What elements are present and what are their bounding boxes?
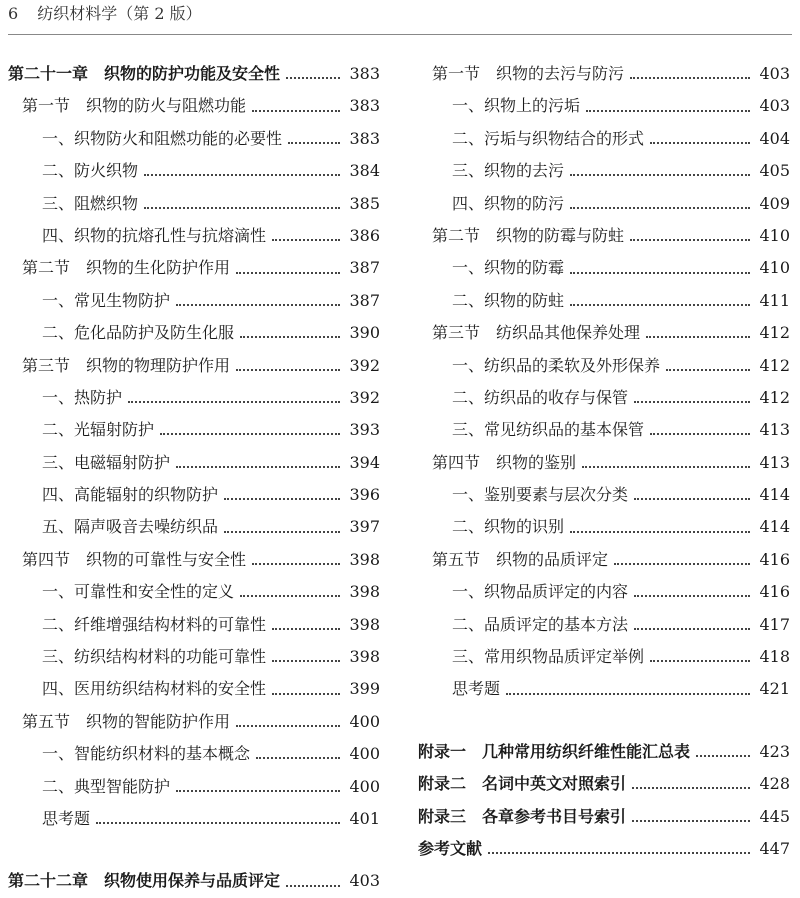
toc-entry[interactable] — [8, 382, 380, 414]
toc-entry-title: 三、织物的去污 — [452, 161, 565, 181]
toc-entry[interactable] — [8, 479, 380, 511]
dot-leader — [128, 401, 340, 403]
toc-entry-title: 第一节 织物的防火与阻燃功能 — [22, 96, 247, 116]
dot-leader — [236, 272, 340, 274]
toc-entry[interactable] — [418, 479, 790, 511]
dot-leader — [634, 628, 750, 630]
toc-entry[interactable] — [8, 447, 380, 479]
toc-entry-title: 二、织物的防蛀 — [452, 290, 565, 310]
toc-entry[interactable] — [8, 58, 380, 90]
dot-leader — [272, 239, 340, 241]
toc-entry-title: 第三节 织物的物理防护作用 — [22, 355, 231, 375]
toc-entry-title: 附录三 各章参考书目号索引 — [418, 806, 627, 826]
toc-entry[interactable] — [418, 544, 790, 576]
toc-entry-title: 二、光辐射防护 — [42, 420, 155, 440]
toc-entry-title: 四、织物的抗熔孔性与抗熔滴性 — [42, 225, 267, 245]
toc-entry-title: 一、织物品质评定的内容 — [452, 582, 629, 602]
dot-leader — [488, 852, 750, 854]
section-gap — [8, 835, 380, 865]
dot-leader — [144, 207, 340, 209]
toc-entry-page: 421 — [759, 679, 790, 699]
dot-leader — [634, 595, 750, 597]
dot-leader — [236, 369, 340, 371]
toc-entry-title: 二、织物的识别 — [452, 517, 565, 537]
toc-left-column — [8, 58, 380, 898]
toc-entry-title: 第二节 织物的防霉与防蛀 — [432, 225, 625, 245]
toc-entry-title: 思考题 — [42, 808, 91, 828]
toc-entry-page: 398 — [349, 647, 380, 667]
dot-leader — [570, 304, 750, 306]
toc-entry[interactable] — [418, 252, 790, 284]
toc-entry-page: 392 — [349, 387, 380, 407]
dot-leader — [650, 142, 750, 144]
toc-entry[interactable] — [8, 771, 380, 803]
toc-entry[interactable] — [418, 285, 790, 317]
toc-entry-title: 三、常用织物品质评定举例 — [452, 647, 645, 667]
toc-entry-page: 392 — [349, 355, 380, 375]
dot-leader — [176, 304, 340, 306]
toc-entry-title: 一、织物的防霉 — [452, 258, 565, 278]
toc-entry-page: 396 — [349, 485, 380, 505]
toc-entry[interactable] — [8, 576, 380, 608]
toc-entry-page: 418 — [759, 647, 790, 667]
dot-leader — [614, 563, 750, 565]
toc-entry-page: 400 — [349, 776, 380, 796]
toc-entry-title: 第四节 织物的可靠性与安全性 — [22, 549, 247, 569]
page-number: 6 — [8, 4, 19, 23]
toc-entry-title: 思考题 — [452, 679, 501, 699]
toc-entry-page: 398 — [349, 582, 380, 602]
dot-leader — [646, 336, 750, 338]
dot-leader — [696, 755, 750, 757]
dot-leader — [582, 466, 750, 468]
toc-entry-page: 404 — [759, 128, 790, 148]
toc-entry-title: 一、纺织品的柔软及外形保养 — [452, 355, 661, 375]
toc-entry-page: 428 — [759, 774, 790, 794]
toc-entry-page: 400 — [349, 744, 380, 764]
toc-entry[interactable] — [8, 865, 380, 897]
toc-entry-title: 二、危化品防护及防生化服 — [42, 323, 235, 343]
toc-entry-title: 五、隔声吸音去噪纺织品 — [42, 517, 219, 537]
toc-entry[interactable] — [8, 285, 380, 317]
toc-entry-title: 第二十一章 织物的防护功能及安全性 — [8, 64, 281, 83]
toc-entry[interactable] — [8, 641, 380, 673]
toc-entry[interactable] — [8, 317, 380, 349]
dot-leader — [650, 433, 750, 435]
toc-entry-page: 412 — [759, 355, 790, 375]
toc-entry-page: 397 — [349, 517, 380, 537]
toc-entry-title: 附录一 几种常用纺织纤维性能汇总表 — [418, 741, 691, 761]
dot-leader — [630, 77, 750, 79]
dot-leader — [224, 531, 340, 533]
dot-leader — [650, 660, 750, 662]
toc-entry-title: 二、污垢与织物结合的形式 — [452, 128, 645, 148]
toc-entry-page: 398 — [349, 614, 380, 634]
toc-entry-page: 387 — [349, 290, 380, 310]
dot-leader — [256, 757, 340, 759]
toc-entry-title: 附录二 名词中英文对照索引 — [418, 774, 627, 794]
toc-entry-page: 400 — [349, 711, 380, 731]
toc-entry[interactable] — [418, 511, 790, 543]
toc-entry-title: 参考文献 — [418, 838, 483, 858]
toc-entry[interactable] — [418, 155, 790, 187]
toc-entry-title: 三、常见纺织品的基本保管 — [452, 420, 645, 440]
toc-entry-page: 410 — [759, 225, 790, 245]
toc-entry-page: 393 — [349, 420, 380, 440]
dot-leader — [570, 174, 750, 176]
toc-entry-page: 394 — [349, 452, 380, 472]
toc-entry-title: 一、常见生物防护 — [42, 290, 171, 310]
toc-entry-title: 一、热防护 — [42, 387, 123, 407]
toc-entry-title: 一、可靠性和安全性的定义 — [42, 582, 235, 602]
toc-entry-title: 二、品质评定的基本方法 — [452, 614, 629, 634]
toc-entry-title: 第三节 纺织品其他保养处理 — [432, 323, 641, 343]
dot-leader — [666, 369, 750, 371]
toc-entry-page: 447 — [759, 838, 790, 858]
toc-entry-page: 383 — [349, 96, 380, 116]
toc-entry-page: 414 — [759, 485, 790, 505]
toc-entry[interactable] — [8, 90, 380, 122]
toc-entry-page: 403 — [759, 64, 790, 83]
dot-leader — [634, 498, 750, 500]
toc-entry-page: 412 — [759, 387, 790, 407]
toc-entry[interactable] — [418, 414, 790, 446]
toc-entry-page: 412 — [759, 323, 790, 343]
toc-entry[interactable] — [8, 803, 380, 835]
toc-entry[interactable] — [418, 350, 790, 382]
dot-leader — [288, 142, 340, 144]
dot-leader — [96, 822, 340, 824]
dot-leader — [570, 272, 750, 274]
toc-entry-title: 第二节 织物的生化防护作用 — [22, 258, 231, 278]
toc-entry-title: 一、智能纺织材料的基本概念 — [42, 744, 251, 764]
toc-entry-page: 387 — [349, 258, 380, 278]
toc-entry[interactable] — [8, 252, 380, 284]
toc-entry-page: 410 — [759, 258, 790, 278]
toc-entry[interactable] — [418, 220, 790, 252]
toc-entry-page: 417 — [759, 614, 790, 634]
toc-entry[interactable] — [418, 673, 790, 705]
toc-entry-title: 二、典型智能防护 — [42, 776, 171, 796]
dot-leader — [176, 466, 340, 468]
toc-entry-page: 405 — [759, 161, 790, 181]
toc-entry[interactable] — [418, 736, 790, 768]
dot-leader — [236, 725, 340, 727]
toc-entry-title: 三、电磁辐射防护 — [42, 452, 171, 472]
toc-entry-title: 四、织物的防污 — [452, 193, 565, 213]
toc-entry[interactable] — [418, 188, 790, 220]
toc-entry[interactable] — [418, 833, 790, 865]
toc-entry[interactable] — [8, 511, 380, 543]
toc-entry-page: 423 — [759, 741, 790, 761]
dot-leader — [252, 563, 340, 565]
toc-entry[interactable] — [8, 706, 380, 738]
toc-entry-page: 403 — [349, 871, 380, 891]
toc-entry[interactable] — [8, 544, 380, 576]
toc-entry-page: 411 — [759, 290, 790, 310]
toc-entry[interactable] — [418, 123, 790, 155]
toc-entry-title: 第五节 织物的智能防护作用 — [22, 711, 231, 731]
toc-entry[interactable] — [418, 90, 790, 122]
toc-entry-page: 416 — [759, 549, 790, 569]
toc-entry[interactable] — [8, 123, 380, 155]
toc-entry-title: 第四节 织物的鉴别 — [432, 452, 577, 472]
dot-leader — [144, 174, 340, 176]
toc-entry-title: 第一节 织物的去污与防污 — [432, 64, 625, 83]
dot-leader — [272, 693, 340, 695]
toc-entry[interactable] — [418, 801, 790, 833]
dot-leader — [506, 693, 750, 695]
toc-entry[interactable] — [418, 609, 790, 641]
toc-entry[interactable] — [418, 58, 790, 90]
toc-entry-title: 二、纤维增强结构材料的可靠性 — [42, 614, 267, 634]
toc-entry-page: 409 — [759, 193, 790, 213]
toc-entry[interactable] — [418, 317, 790, 349]
toc-entry[interactable] — [8, 220, 380, 252]
toc-entry-title: 第二十二章 织物使用保养与品质评定 — [8, 871, 281, 891]
running-header — [8, 2, 792, 32]
dot-leader — [286, 885, 340, 887]
toc-entry-page: 399 — [349, 679, 380, 699]
toc-entry-title: 四、高能辐射的织物防护 — [42, 485, 219, 505]
toc-entry[interactable] — [8, 673, 380, 705]
dot-leader — [252, 110, 340, 112]
toc-entry-title: 三、纺织结构材料的功能可靠性 — [42, 647, 267, 667]
toc-entry-page: 383 — [349, 64, 380, 83]
toc-entry-page: 390 — [349, 323, 380, 343]
toc-entry-title: 二、防火织物 — [42, 161, 139, 181]
dot-leader — [224, 498, 340, 500]
book-title: 纺织材料学（第 2 版） — [37, 4, 202, 23]
dot-leader — [240, 336, 340, 338]
toc-entry[interactable] — [418, 576, 790, 608]
toc-entry[interactable] — [418, 768, 790, 800]
dot-leader — [630, 239, 750, 241]
dot-leader — [160, 433, 340, 435]
dot-leader — [240, 595, 340, 597]
toc-entry-page: 413 — [759, 420, 790, 440]
toc-entry-page: 413 — [759, 452, 790, 472]
dot-leader — [570, 207, 750, 209]
dot-leader — [286, 77, 340, 79]
toc-entry[interactable] — [8, 738, 380, 770]
toc-right-column — [418, 58, 790, 865]
toc-entry[interactable] — [418, 641, 790, 673]
dot-leader — [634, 401, 750, 403]
dot-leader — [570, 531, 750, 533]
toc-entry-page: 384 — [349, 161, 380, 181]
dot-leader — [272, 660, 340, 662]
dot-leader — [632, 820, 750, 822]
toc-entry-page: 403 — [759, 96, 790, 116]
toc-entry[interactable] — [8, 609, 380, 641]
toc-entry-title: 三、阻燃织物 — [42, 193, 139, 213]
toc-entry-page: 385 — [349, 193, 380, 213]
toc-entry-title: 第五节 织物的品质评定 — [432, 549, 609, 569]
toc-entry-page: 445 — [759, 806, 790, 826]
dot-leader — [272, 628, 340, 630]
dot-leader — [176, 790, 340, 792]
toc-entry-title: 四、医用纺织结构材料的安全性 — [42, 679, 267, 699]
toc-entry[interactable] — [8, 188, 380, 220]
toc-entry-title: 一、鉴别要素与层次分类 — [452, 485, 629, 505]
toc-entry-page: 398 — [349, 549, 380, 569]
header-rule — [8, 34, 792, 35]
toc-entry[interactable] — [8, 414, 380, 446]
toc-entry[interactable] — [8, 350, 380, 382]
toc-entry-title: 一、织物上的污垢 — [452, 96, 581, 116]
toc-entry[interactable] — [8, 155, 380, 187]
toc-entry-title: 二、纺织品的收存与保管 — [452, 387, 629, 407]
toc-entry-page: 383 — [349, 128, 380, 148]
toc-entry[interactable] — [418, 382, 790, 414]
section-gap — [418, 706, 790, 736]
toc-entry-page: 414 — [759, 517, 790, 537]
toc-entry-title: 一、织物防火和阻燃功能的必要性 — [42, 128, 283, 148]
toc-entry-page: 386 — [349, 225, 380, 245]
toc-entry-page: 416 — [759, 582, 790, 602]
toc-entry-page: 401 — [349, 808, 380, 828]
dot-leader — [632, 787, 750, 789]
dot-leader — [586, 110, 750, 112]
toc-entry[interactable] — [418, 447, 790, 479]
